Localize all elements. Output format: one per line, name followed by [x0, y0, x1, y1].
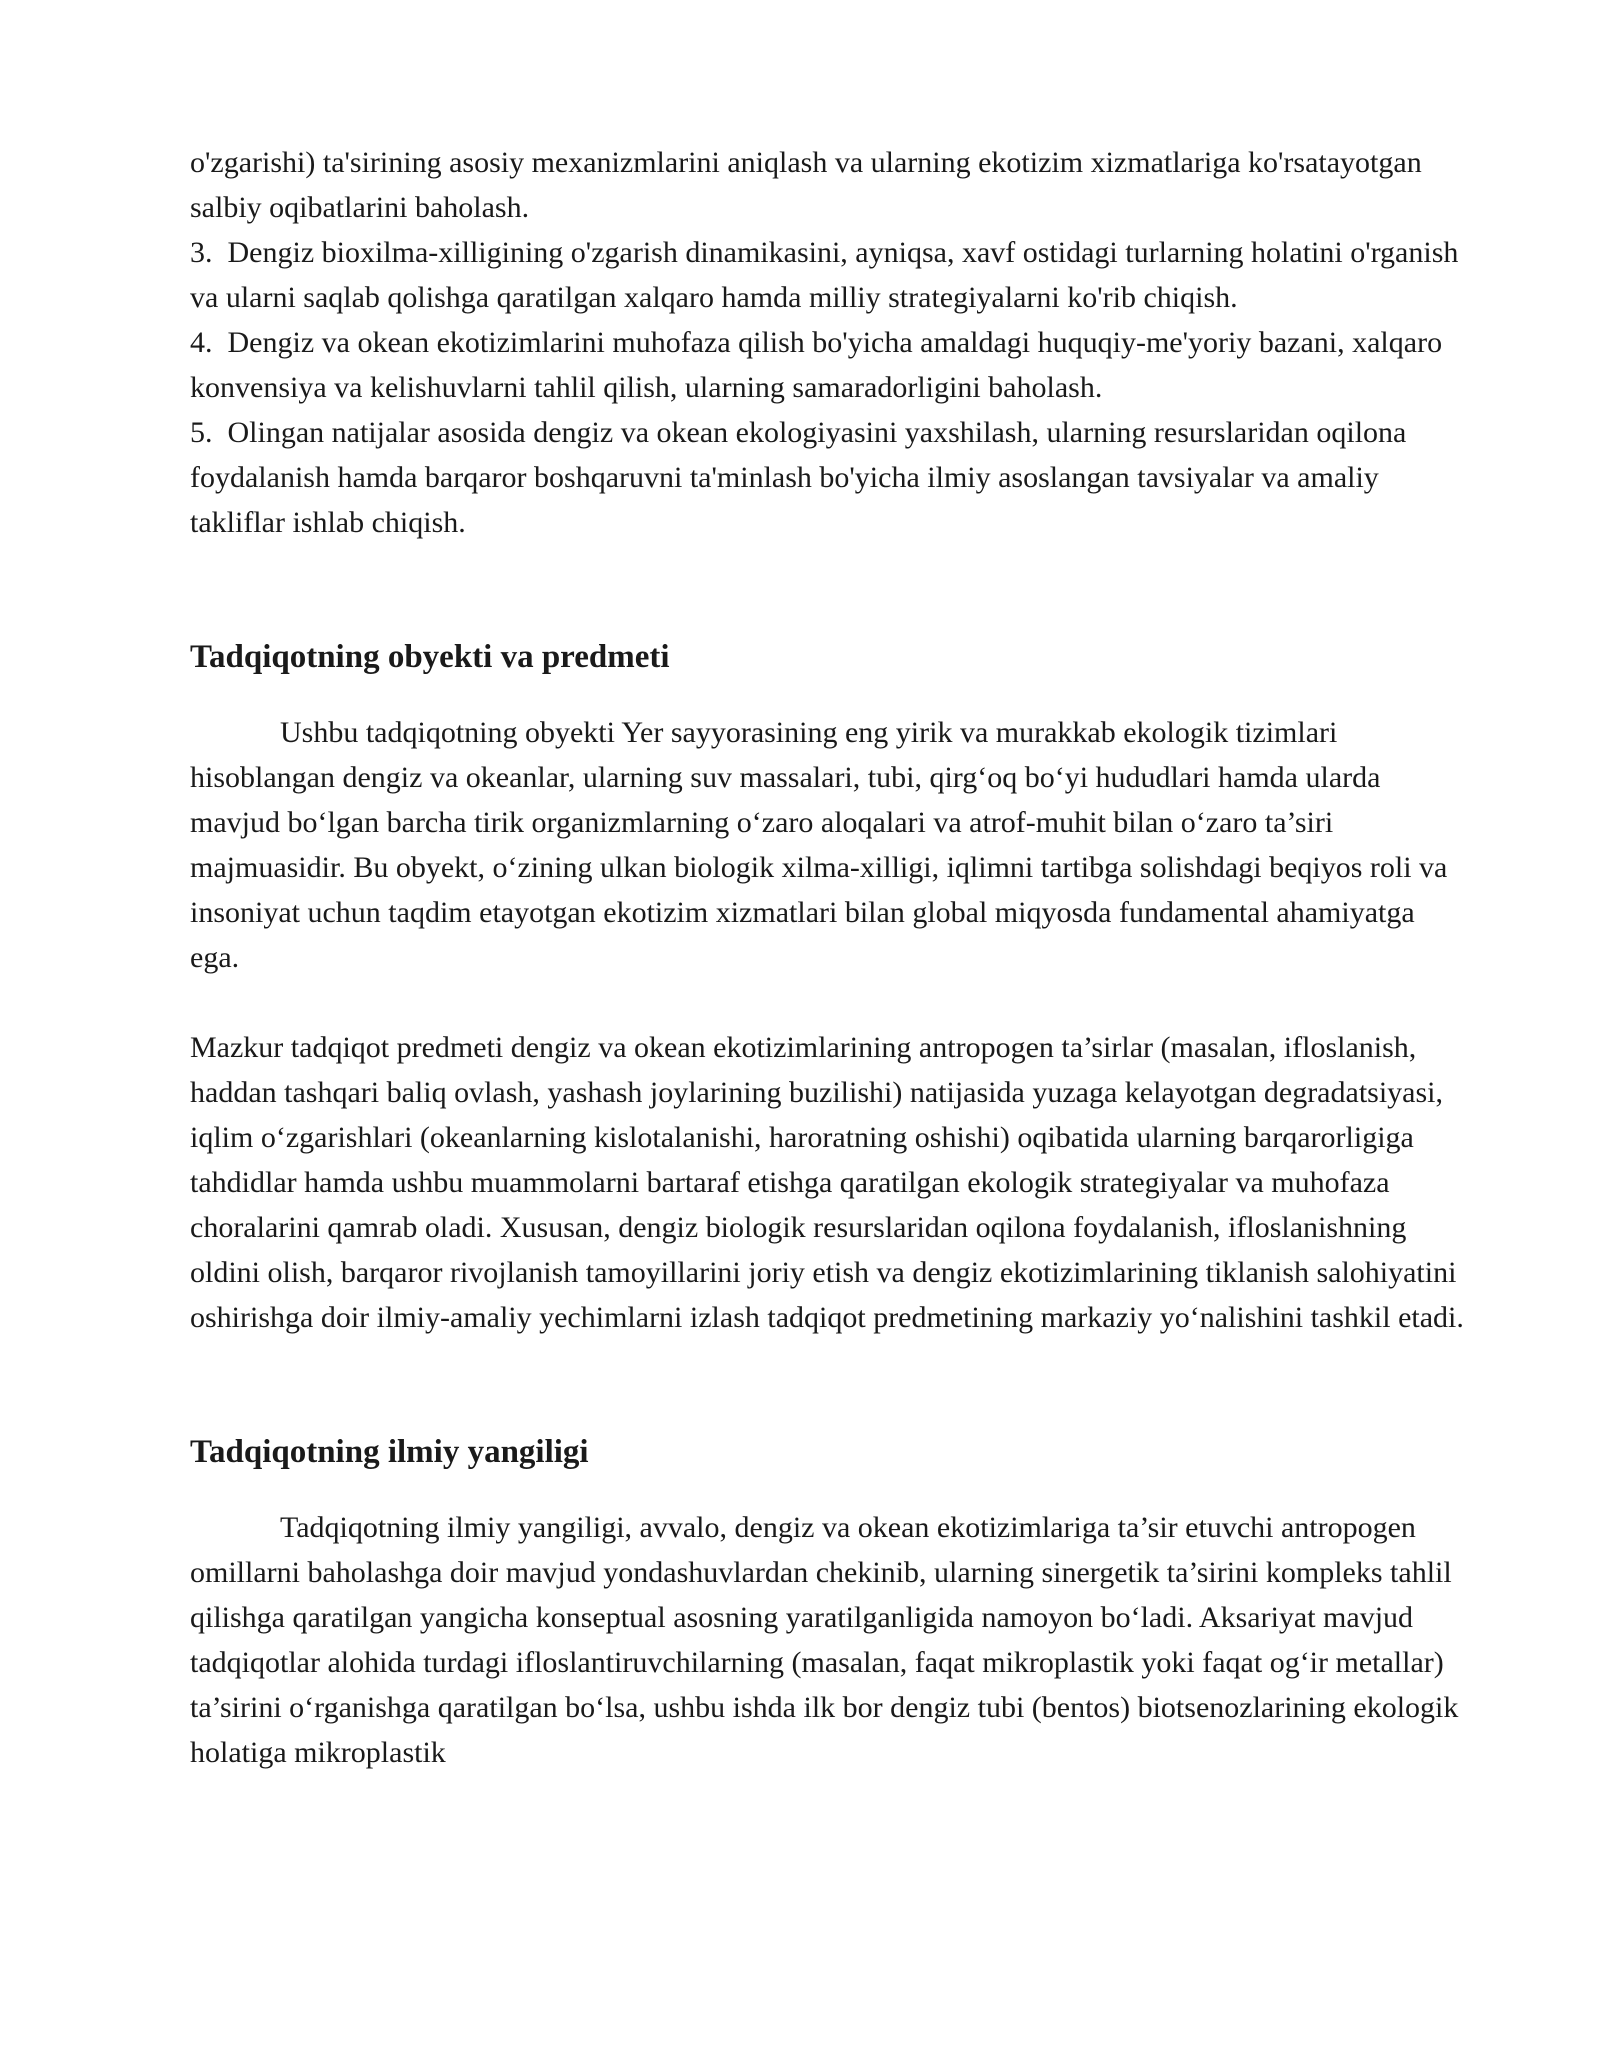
- list-item-text: Dengiz va okean ekotizimlarini muhofaza qilish bo'yicha amaldagi huquqiy-me'yoriy bazani, xalqaro konvensiya va kelishuvlarni tahlil qilish, ularning samaradorligini baholash.: [190, 326, 1443, 404]
- object-paragraph: Ushbu tadqiqotning obyekti Yer sayyorasining eng yirik va murakkab ekologik tizimlari hisoblangan dengiz va okeanlar, ularning suv massalari, tubi, qirg‘oq bo‘yi hududlari hamda ularda mavjud bo‘lgan barcha tirik organizmlarning o‘zaro aloqalari va atrof-muhit bilan o‘zaro ta’siri majmuasidir. Bu obyekt, o‘zining ulkan biologik xilma-xilligi, iqlimni tartibga solishdagi beqiyos roli va insoniyat uchun taqdim etayotgan ekotizim xizmatlari bilan global miqyosda fundamental ahamiyatga ega.: [190, 716, 1448, 974]
- novelty-paragraph: Tadqiqotning ilmiy yangiligi, avvalo, dengiz va okean ekotizimlariga ta’sir etuvchi antropogen omillarni baholashga doir mavjud yondashuvlardan chekinib, ularning sinergetik ta’sirini kompleks tahlil qilishga qaratilgan yangicha konseptual asosning yaratilganligida namoyon bo‘ladi. Aksariyat mavjud tadqiqotlar alohida turdagi ifloslantiruvchilarning (masalan, faqat mikroplastik yoki faqat og‘ir metallar) ta’sirini o‘rganishga qaratilgan bo‘lsa, ushbu ishda ilk bor dengiz tubi (bentos) biotsenozlarining ekologik holatiga mikroplastik: [190, 1511, 1459, 1769]
- list-item: [190, 320, 1470, 410]
- list-item: [190, 410, 1470, 545]
- section-heading-scientific-novelty: Tadqiqotning ilmiy yangiligi: [190, 1434, 589, 1470]
- list-item-number: 3.: [190, 236, 213, 269]
- list-item-number: 5.: [190, 416, 213, 449]
- objectives-list: [190, 230, 1470, 545]
- intro-continuation: o'zgarishi) ta'sirining asosiy mexanizmlarini aniqlash va ularning ekotizim xizmatlariga ko'rsatayotgan salbiy oqibatlarini baholash.: [190, 146, 1422, 224]
- subject-paragraph: Mazkur tadqiqot predmeti dengiz va okean ekotizimlarining antropogen ta’sirlar (masalan, ifloslanish, haddan tashqari baliq ovlash, yashash joylarining buzilishi) natijasida yuzaga kelayotgan degradatsiyasi, iqlim o‘zgarishlari (okeanlarning kislotalanishi, haroratning oshishi) oqibatida ularning barqarorligiga tahdidlar hamda ushbu muammolarni bartaraf etishga qaratilgan ekologik strategiyalar va muhofaza choralarini qamrab oladi. Xususan, dengiz biologik resurslaridan oqilona foydalanish, ifloslanishning oldini olish, barqaror rivojlanish tamoyillarini joriy etish va dengiz ekotizimlarining tiklanish salohiyatini oshirishga doir ilmiy-amaliy yechimlarni izlash tadqiqot predmetining markaziy yo‘nalishini tashkil etadi.: [190, 1031, 1464, 1334]
- list-item-text: Dengiz bioxilma-xilligining o'zgarish dinamikasini, ayniqsa, xavf ostidagi turlarning holatini o'rganish va ularni saqlab qolishga qaratilgan xalqaro hamda milliy strategiyalarni ko'rib chiqish.: [190, 236, 1459, 314]
- list-item-text: Olingan natijalar asosida dengiz va okean ekologiyasini yaxshilash, ularning resurslaridan oqilona foydalanish hamda barqaror boshqaruvni ta'minlash bo'yicha ilmiy asoslangan tavsiyalar va amaliy takliflar ishlab chiqish.: [190, 416, 1407, 539]
- list-item: [190, 230, 1470, 320]
- section-heading-object-subject: Tadqiqotning obyekti va predmeti: [190, 639, 670, 675]
- list-item-number: 4.: [190, 326, 213, 359]
- document-page: [190, 140, 1470, 1775]
